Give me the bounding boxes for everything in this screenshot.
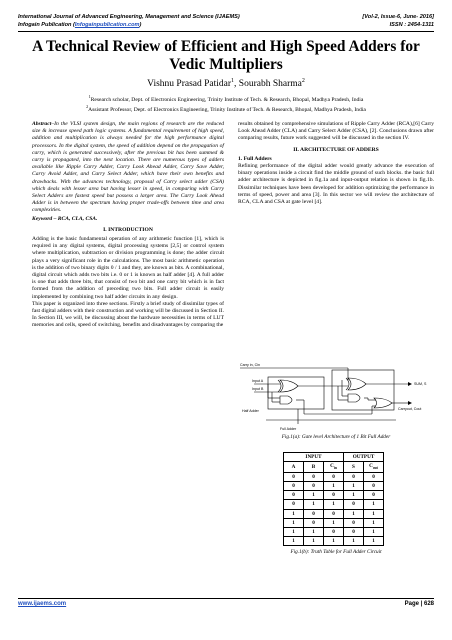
table-cell: 1 <box>364 500 384 509</box>
table-cell: 1 <box>344 491 364 500</box>
column-header-b: B <box>304 462 324 473</box>
table-cell: 0 <box>324 509 344 518</box>
table-cell: 1 <box>324 500 344 509</box>
subsection-1-heading: 1. Full Adders <box>238 155 272 162</box>
table-row <box>284 473 384 482</box>
input-group-header: INPUT <box>284 453 344 462</box>
table-cell: 0 <box>364 482 384 491</box>
author-1: Vishnu Prasad Patidar <box>147 79 232 90</box>
table-cell: 1 <box>364 509 384 518</box>
table-cell: 0 <box>304 518 324 527</box>
header-rule <box>18 31 434 32</box>
table-cell: 0 <box>364 473 384 482</box>
table-cell: 0 <box>344 518 364 527</box>
carry-in-label: Carry in, Cin <box>240 363 260 367</box>
affiliation-2-text: Assistant Professor, Dept. of Electronics Engineering, Trinity Institute of Tech. & Research, Bhopal, Madhya Pradesh, India <box>88 106 366 113</box>
table-row <box>284 509 384 518</box>
affiliation-1-sup: 1 <box>88 94 91 99</box>
table-cell: 0 <box>344 473 364 482</box>
abstract-label: Abstract <box>32 121 52 127</box>
xor-gate-2 <box>348 378 366 390</box>
right-paragraph-0: results obtained by comprehensive simulations of Ripple Carry Adder (RCA),[6] Carry Look Ahead Adder (CLA) and Carry Select Adder (CSA), [2]. Conclusions drawn after comparing results, future work suggested will be discussed in the section IV. <box>238 121 434 142</box>
table-cell: 1 <box>304 536 324 545</box>
author-2: Sourabh Sharma <box>238 79 302 90</box>
author-2-sup: 2 <box>301 78 305 84</box>
column-header-a: A <box>284 462 304 473</box>
publisher-prefix: Infogain Publication ( <box>18 22 75 28</box>
abstract-text: –In the VLSI system design, the main regions of research are the reduced size & increase speed path logic systems. A fundamental requirement of high speed, addition and multiplication is always needed for the high performance digital processors. In the digital system, the speed of addition depend on the propagation of carry, which is generated successively, after the previous bit has been summed & carry is propagated, into the next location. There are numerous types of adders available like Ripple Carry Adder, Carry Look Ahead Adder, Carry Save Adder, Carry Avoid Adder, and Carry Select Adder, which have their own benefits and drawbacks. With the advances technology, proposal of Carry select adder (CSA) which deals with lesser area but having lesser in speed, in comparing with Carry Select Adders are fastest speed but possess a larger area. The Carry Look Ahead Adder is in between the spectrum having proper trade-offs between time and area complexities. <box>32 121 224 214</box>
section-2-heading: II. ARCHITECTURE OF ADDERS <box>293 146 379 153</box>
table-cell: 0 <box>284 473 304 482</box>
table-cell: 1 <box>344 482 364 491</box>
input-b-label: Input B <box>252 387 264 391</box>
truth-table <box>283 452 384 546</box>
table-cell: 0 <box>324 527 344 536</box>
half-adder-2-box <box>332 370 394 410</box>
column-header-cout: $C_{out}$ <box>364 462 384 473</box>
or-gate <box>374 398 392 408</box>
input-a-label: Input A <box>252 379 264 383</box>
left-column <box>32 121 224 330</box>
table-cell: 1 <box>304 500 324 509</box>
authors <box>18 76 434 90</box>
full-adder-label: Full Adder <box>280 427 297 431</box>
table-cell: 1 <box>324 536 344 545</box>
and-gate-2 <box>348 394 360 402</box>
author-separator: , <box>234 79 239 90</box>
author-1-sup: 1 <box>231 78 235 84</box>
xor-gate-1 <box>280 380 298 392</box>
table-cell: 1 <box>284 518 304 527</box>
table-cell: 0 <box>324 473 344 482</box>
table-cell: 0 <box>284 500 304 509</box>
table-cell: 1 <box>284 527 304 536</box>
page-number: Page | 628 <box>404 601 434 607</box>
volume-info: [Vol-2, Issue-6, June- 2016] <box>362 14 434 20</box>
issn: ISSN : 2454-1311 <box>389 22 434 28</box>
half-adder-1-box <box>268 377 324 409</box>
publisher-link[interactable]: Infogainpublication.com <box>74 22 140 28</box>
table-cell: 1 <box>304 491 324 500</box>
publisher-line <box>18 22 141 29</box>
keywords: Keyword – RCA, CLA, CSA. <box>32 215 98 222</box>
abstract <box>32 121 224 215</box>
table-row <box>284 491 384 500</box>
affiliation-2-sup: 2 <box>86 104 89 109</box>
table-cell: 1 <box>364 536 384 545</box>
table-cell: 0 <box>364 491 384 500</box>
figure-1b-caption: Fig.1(b): Truth Table for Full Adder Circuit <box>290 549 382 555</box>
table-cell: 1 <box>344 509 364 518</box>
table-cell: 0 <box>304 482 324 491</box>
table-cell: 1 <box>324 482 344 491</box>
carry-out-label: Carryout, Cout <box>398 407 422 411</box>
table-cell: 0 <box>344 500 364 509</box>
table-cell: 0 <box>304 509 324 518</box>
table-cell: 1 <box>284 509 304 518</box>
footer-website-link[interactable] <box>18 601 66 607</box>
footer-rule <box>18 598 434 599</box>
table-row <box>284 482 384 491</box>
table-cell: 1 <box>284 536 304 545</box>
and-gate-1 <box>280 396 292 404</box>
figure-1a-caption: Fig.1(a): Gate level Architecture of 1 Bit Full Adder <box>281 434 391 440</box>
affiliation-2 <box>18 103 434 114</box>
half-adder-label: Half Adder <box>242 409 259 413</box>
section-1-heading: I. INTRODUCTION <box>103 226 153 233</box>
table-row <box>284 536 384 545</box>
output-group-header: OUTPUT <box>344 453 384 462</box>
table-cell: 0 <box>344 527 364 536</box>
column-header-s: S <box>344 462 364 473</box>
publisher-suffix: ) <box>139 22 142 28</box>
table-cell: 0 <box>304 473 324 482</box>
affiliation-1-text: Research scholar, Dept. of Electronics Engineering, Trinity Institute of Tech. & Research, Bhopal, Madhya Pradesh, India <box>90 96 364 103</box>
section-1-paragraph-1: Adding is the basic fundamental operation of any arithmetic function [1], which is required in any digital systems, digital processing systems [2,5] or control system where multiplication, subtraction or division programming is done; the adder circuit plays a very significant role in the calculations. The most basic arithmetic operation is the addition of two binary digits 0 / 1 and they, are known as bits. A combinational, digital circuit which adds two bits i.e. 0 or 1 is known as half adder [4]. A full adder is one that adds three bits, that consist of two bit and one carry bit which is in fact formed from the addition of preceding two bits. Full adder circuit is easily implemented by combining two half adder circuits in any design. <box>32 236 224 300</box>
column-header-cin: $C_{in}$ <box>324 462 344 473</box>
sum-label: SUM, S <box>414 382 427 386</box>
section-2-paragraph-1: Refining performance of the digital adder would greatly advance the execution of binary operations inside a circuit find the middle ground of such blocks. the basic full adder architecture is depicted in fig.1a and input-output relation is shown in fig.1b. Dissimilar techniques have been developed for addition optimizing the performance in terms of speed, power and area [3]. In this sector we will review the architecture of RCA, CLA and CSA at gate level [4]. <box>238 163 434 206</box>
section-1-paragraph-2: This paper is organized into three sections. Firstly a brief study of dissimilar types of fast digital adders with their construction and working will be discussed in Section II. In Section III, we will, be discussing about the hardware necessities in terms of LUT memories and cells, speed of switching, benefits and disadvantages by comparing the <box>32 300 224 329</box>
table-row <box>284 500 384 509</box>
journal-name: International Journal of Advanced Engineering, Management and Science (IJAEMS) <box>18 14 240 20</box>
truth-table-body <box>284 473 384 546</box>
table-row <box>284 518 384 527</box>
table-cell: 0 <box>284 482 304 491</box>
paper-title: A Technical Review of Efficient and High Speed Adders for Vedic Multipliers <box>32 38 420 73</box>
table-cell: 1 <box>324 518 344 527</box>
table-cell: 0 <box>324 491 344 500</box>
table-cell: 1 <box>344 536 364 545</box>
table-cell: 1 <box>364 518 384 527</box>
full-adder-diagram <box>238 362 434 432</box>
table-row <box>284 527 384 536</box>
table-cell: 1 <box>304 527 324 536</box>
right-column <box>238 121 434 206</box>
table-cell: 0 <box>284 491 304 500</box>
footer-website[interactable]: www.ijaems.com <box>18 601 67 607</box>
table-cell: 1 <box>364 527 384 536</box>
